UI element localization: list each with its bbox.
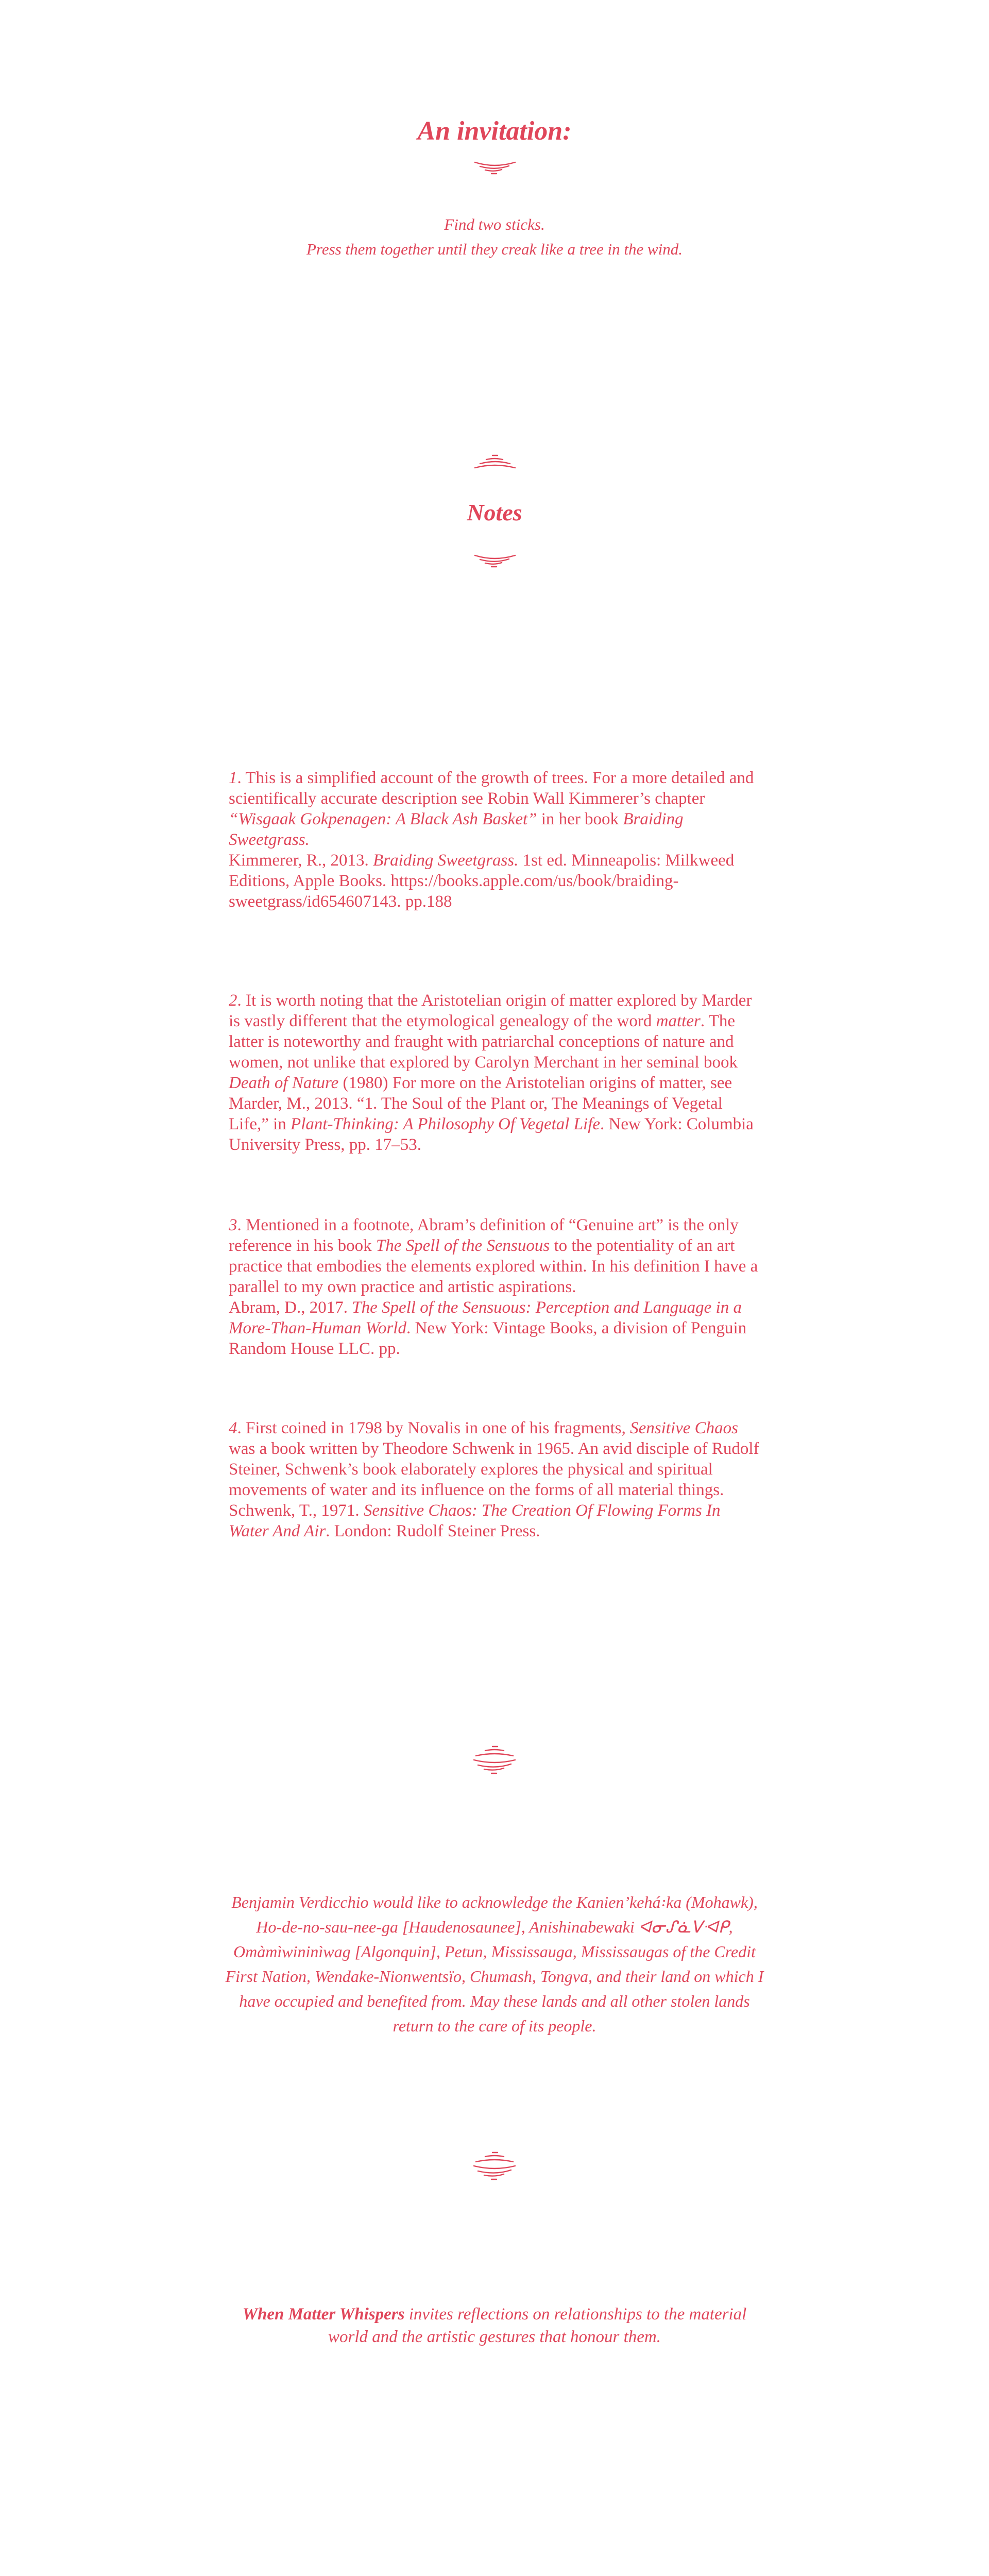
note-reference: Kimmerer, R., 2013. bbox=[229, 851, 373, 870]
invitation-title: An invitation: bbox=[417, 116, 572, 146]
note-number: 3 bbox=[229, 1216, 237, 1234]
note-chapter: “Wisgaak Gokpenagen: A Black Ash Basket” bbox=[229, 810, 537, 828]
note-text: . Mentioned in a footnote, Abram’s definition of “Genuine art” is the only reference in his book bbox=[229, 1216, 739, 1255]
note-reference-book: Sensitive Chaos: The Creation Of Flowing Forms In Water And Air bbox=[229, 1501, 721, 1540]
invitation-line-1: Find two sticks. bbox=[444, 215, 545, 233]
note-text: was a book written by Theodore Schwenk in 1965. An avid disciple of Rudolf Steiner, Schwenk’s book elaborately explores the physical and spiritual movements of water and its influence on the forms of all material things. bbox=[229, 1439, 759, 1499]
note-reference: Abram, D., 2017. bbox=[229, 1298, 352, 1317]
note-text: . The latter is noteworthy and fraught with patriarchal conceptions of nature and women, not unlike that explored by Carolyn Merchant in her seminal book bbox=[229, 1012, 738, 1072]
note-2 bbox=[229, 990, 764, 1155]
note-1 bbox=[229, 768, 764, 912]
note-book: Death of Nature bbox=[229, 1074, 339, 1092]
note-book: The Spell of the Sensuous bbox=[376, 1236, 550, 1255]
note-reference: . London: Rudolf Steiner Press. bbox=[326, 1522, 540, 1540]
note-text: . New York: Columbia University Press, pp. 17–53. bbox=[229, 1115, 754, 1154]
note-reference: 1st ed. Minneapolis: Milkweed Editions, Apple Books. https://books.apple.com/us/book/braiding-sweetgrass/id654607143. pp.188 bbox=[229, 851, 735, 911]
ornament-swirl-icon bbox=[469, 1742, 520, 1784]
closing-title: When Matter Whispers bbox=[242, 2305, 405, 2324]
note-reference-book: The Spell of the Sensuous: Perception and Language in a More-Than-Human World bbox=[229, 1298, 742, 1337]
ornament-divider-icon bbox=[469, 157, 520, 188]
note-text: . This is a simplified account of the growth of trees. For a more detailed and scientifically accurate description see Robin Wall Kimmerer’s chapter bbox=[229, 769, 754, 808]
invitation-body bbox=[0, 212, 989, 262]
note-number: 2 bbox=[229, 991, 237, 1010]
note-number: 1 bbox=[229, 769, 237, 787]
closing-statement bbox=[221, 2303, 768, 2348]
note-text: in her book bbox=[537, 810, 623, 828]
land-acknowledgement: Benjamin Verdicchio would like to acknowledge the Kanien’kehá꞉ka (Mohawk), Ho-de-no-sau-nee-ga [Haudenosaunee], Anishinabewaki ᐊᓂᔑᓈᐯᐗᑭ, Omàmìwininìwag [Algonquin], Petun, Mississauga, Mississaugas of the Credit First Nation, Wendake-Nionwentsïo, Chumash, Tongva, and their land on which I have occupied and benefited from. May these lands and all other stolen lands return to the care of its people. bbox=[225, 1893, 764, 2035]
note-reference: Schwenk, T., 1971. bbox=[229, 1501, 364, 1520]
note-text: . First coined in 1798 by Novalis in one of his fragments, bbox=[237, 1419, 630, 1437]
closing-text: invites reflections on relationships to the material world and the artistic gestures that honour them. bbox=[328, 2305, 747, 2346]
notes-title-block bbox=[0, 497, 989, 528]
ornament-bottom-icon bbox=[469, 550, 520, 581]
note-number: 4 bbox=[229, 1419, 237, 1437]
note-reference: . New York: Vintage Books, a division of Penguin Random House LLC. pp. bbox=[229, 1319, 747, 1358]
note-3 bbox=[229, 1215, 764, 1359]
note-reference-book: Plant-Thinking: A Philosophy Of Vegetal Life bbox=[291, 1115, 601, 1133]
note-4 bbox=[229, 1418, 764, 1541]
note-text: . It is worth noting that the Aristotelian origin of matter explored by Marder is vastly different that the etymological genealogy of the word bbox=[229, 991, 752, 1030]
notes-title: Notes bbox=[467, 499, 522, 526]
note-word: matter bbox=[656, 1012, 701, 1030]
note-text: (1980) For more on the Aristotelian origins of matter, see Marder, M., 2013. “1. The Soul of the Plant or, The Meanings of Vegetal Life,” in bbox=[229, 1074, 732, 1133]
ornament-swirl-2-icon bbox=[469, 2148, 520, 2190]
note-book: Sensitive Chaos bbox=[630, 1419, 738, 1437]
invitation-title-block bbox=[0, 116, 989, 147]
note-reference-book: Braiding Sweetgrass. bbox=[373, 851, 519, 870]
note-text: to the potentiality of an art practice that embodies the elements explored within. In his definition I have a parallel to my own practice and artistic aspirations. bbox=[229, 1236, 758, 1296]
note-book: Braiding Sweetgrass. bbox=[229, 810, 684, 849]
invitation-line-2: Press them together until they creak like a tree in the wind. bbox=[306, 240, 683, 258]
ornament-top-icon bbox=[469, 449, 520, 480]
